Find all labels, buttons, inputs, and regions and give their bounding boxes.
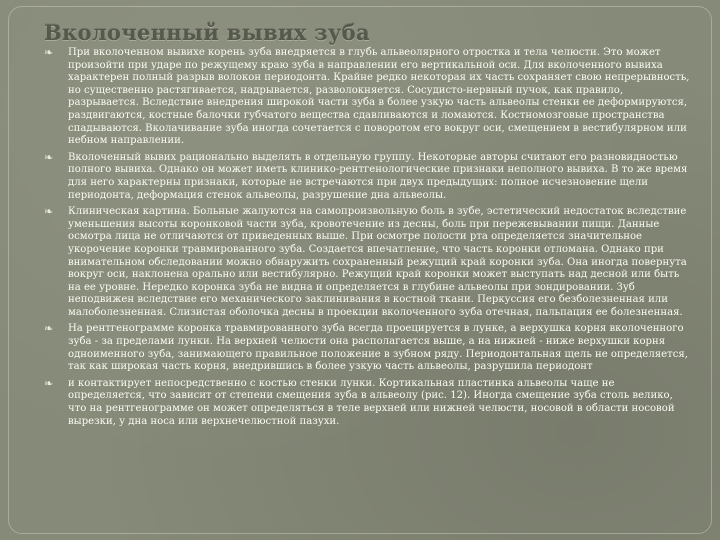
paragraph-text: На рентгенограмме коронка травмированного зуба всегда проецируется в лунке, а верхушка корня вколоченного зуба - за пределами лунки. На верхней челюсти она располагается выше, а на нижней - ниже верхушки корня одноименного зуба, занимающего правильное положение в зубном ряду. Периодонтальная щель не определяется, так как широкая часть корня, внедрившись в более узкую часть альвеолы, разрушила периодонт [68,323,688,373]
paragraph-text: и контактирует непосредственно с костью стенки лунки. Кортикальная пластинка альвеолы чаще не определяется, что зависит от степени смещения зуба в альвеолу (рис. 12). Иногда смещение зуба столь велико, что на рентгенограмме он может определяться в теле верхней или нижней челюсти, носовой в области носовой вырезки, у дна носа или верхнечелюстной пазухи. [68,377,675,427]
bullet-item [38,152,694,202]
slide-content [38,47,694,432]
fleuron-bullet-icon: ❧ [44,322,54,336]
paragraph-text: При вколоченном вывихе корень зуба внедряется в глубь альвеолярного отростка и тела челюсти. Это может произойти при ударе по режущему краю зуба в направлении его вертикальной оси. Для вколоченного вывиха характерен полный разрыв волокон периодонта. Крайне редко некоторая их часть сохраняет свою непрерывность, но существенно растягивается, надрывается, разволокняется. Сосудисто-нервный пучок, как правило, разрывается. Вследствие внедрения широкой части зуба в более узкую часть альвеолы стенки ее деформируются, раздвигаются, костные балочки губчатого вещества сдавливаются и ломаются. Костномозговые пространства спадываются. Вколачивание зуба иногда сочетается с поворотом его вокруг оси, смещением в вестибулярном или небном направлении. [68,47,690,147]
paragraph-text: Клиническая картина. Больные жалуются на самопроизвольную боль в зубе, эстетический недостаток вследствие уменьшения высоты коронковой части зуба, кровотечение из десны, боль при пережевывании пищи. Данные осмотра лица не отличаются от приведенных выше. При осмотре полости рта определяется значительное укорочение коронки травмированного зуба. Создается впечатление, что часть коронки отломана. Однако при внимательном обследовании можно обнаружить сохраненный режущий край коронки зуба. Она иногда повернута вокруг оси, наклонена орально или вестибулярно. Режущий край коронки может выступать над десной или быть на ее уровне. Нередко коронка зуба не видна и определяется в глубине альвеолы при зондировании. Зуб неподвижен вследствие его механического заклинивания в костной ткани. Перкуссия его безболезненная или малоболезненная. Слизистая оболочка десны в проекции вколоченного зуба отечная, пальпация ее болезненная. [68,206,687,318]
bullet-item [38,323,694,373]
fleuron-bullet-icon: ❧ [44,376,54,390]
paragraph-text: Вколоченный вывих рационально выделять в отдельную группу. Некоторые авторы считают его разновидностью полного вывиха. Однако он может иметь клинико-рентгенологические признаки неполного вывиха. В то же время для него характерны признаки, которые не встречаются при двух предыдущих: полное исчезновение щели периодонта, деформация стенок альвеолы, разрушение дна альвеолы. [68,151,688,201]
bullet-item [38,378,694,428]
fleuron-bullet-icon: ❧ [44,150,54,164]
bullet-item [38,206,694,319]
fleuron-bullet-icon: ❧ [44,46,54,59]
slide-title: Вколоченный вывих зуба [44,20,370,45]
fleuron-bullet-icon: ❧ [44,205,54,219]
bullet-item [38,47,694,148]
